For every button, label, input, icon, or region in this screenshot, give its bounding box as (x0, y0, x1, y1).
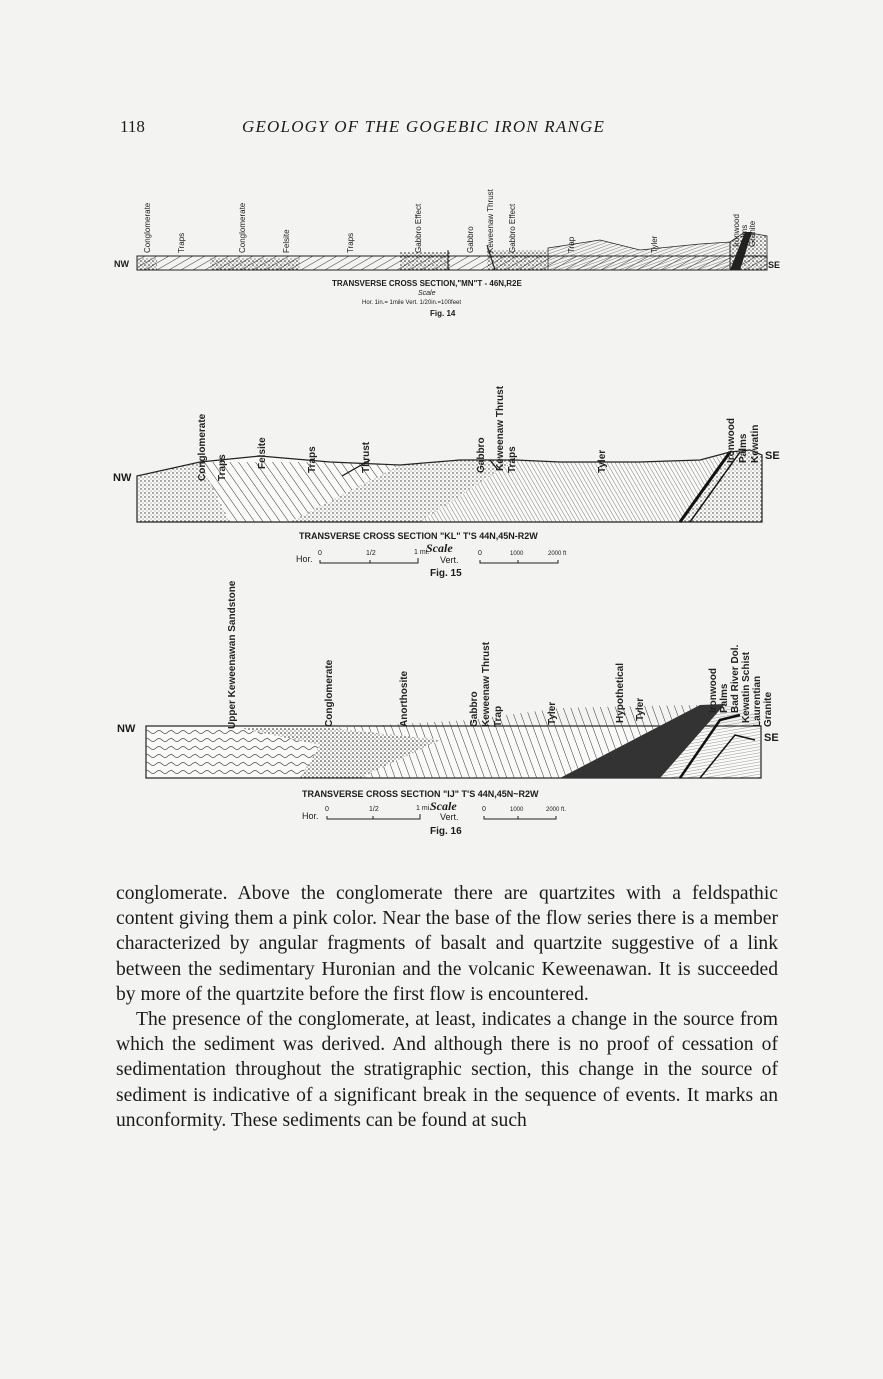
fig15-number: Fig. 15 (430, 568, 462, 579)
paragraph: The presence of the conglomerate, at least, indicates a change in the source from which the sediment was derived. And although there is no proof of cessation of sedimentation throughout the stratigraphic section, this change in the source of sediment is indicative of a significant break in the sequence of events. It marks an unconformity. These sediments can be found at such (116, 1009, 778, 1131)
fig14-label: Tyler (650, 235, 659, 253)
fig15-nw: NW (113, 472, 132, 484)
fig16-vert-tick: 1000 (510, 807, 524, 813)
fig16-caption: TRANSVERSE CROSS SECTION "IJ" T'S 44N,45N~R2W (302, 789, 539, 799)
fig16-nw: NW (117, 723, 136, 735)
fig16-label: Palms (719, 683, 730, 713)
fig16-label: Conglomerate (324, 659, 335, 727)
fig15-label: Gabbro (476, 437, 487, 473)
fig14-se: SE (768, 260, 781, 270)
fig14-label: Trap (567, 236, 576, 253)
fig15-label: Felsite (257, 437, 268, 469)
fig16-vert-tick: 2000 ft. (546, 807, 567, 813)
fig14-nw: NW (114, 259, 129, 269)
fig14-scale-title: Scale (418, 290, 436, 297)
fig16-label: Laurentian (752, 675, 763, 727)
fig16-hor-tick: 1/2 (369, 806, 379, 813)
fig15-label: Palms (738, 433, 749, 463)
fig16-label: Upper Keweenawan Sandstone (227, 580, 238, 729)
fig15-label: Traps (507, 446, 518, 473)
fig15-label: Kewatin (750, 424, 761, 463)
fig15-label: Tyler (597, 449, 608, 473)
paragraph: conglomerate. Above the conglomerate there are quartzites with a feldspathic content giving them a pink color. Near the base of the flow series there is a member characterized by angular fragments of basalt and quartzite suggestive of a link between the sedimentary Huronian and the volcanic Keweenawan. It is succeeded by more of the quartzite before the first flow is encountered. (116, 883, 778, 1005)
fig16-label: Kewatin Schist (741, 651, 752, 723)
fig16-se: SE (764, 732, 779, 744)
fig16-number: Fig. 16 (430, 826, 462, 837)
fig14-label: Granite (748, 220, 757, 247)
fig14-caption: TRANSVERSE CROSS SECTION,"MN"T - 46N,R2E (332, 279, 522, 288)
fig16-label: Keweenaw Thrust (481, 641, 492, 727)
fig16-label: Granite (763, 691, 774, 727)
fig16-vert: Vert. (440, 812, 459, 822)
fig14-number: Fig. 14 (430, 309, 456, 318)
fig14-label: Felsite (282, 229, 291, 253)
fig16-scale-title: Scale (430, 799, 457, 813)
fig15-hor-tick: 1/2 (366, 550, 376, 557)
fig14-label: Gabbro (466, 226, 475, 253)
fig15-hor: Hor. (296, 554, 313, 564)
fig14-label: Gabbro Effect (414, 203, 423, 253)
fig16-label: Tyler (547, 701, 558, 725)
fig16-label: Anorthosite (399, 670, 410, 727)
fig16-label: Ironwood (708, 668, 719, 713)
page-number: 118 (120, 117, 145, 136)
fig15-label: Keweenaw Thrust (495, 385, 506, 471)
fig14-label: Ironwood (732, 214, 741, 247)
fig16-vert-tick: 0 (482, 806, 486, 813)
fig15-label: Traps (217, 454, 228, 481)
fig14-label: Traps (177, 232, 186, 253)
body-text (116, 881, 778, 1133)
fig14-label: Conglomerate (238, 202, 247, 253)
fig15-vert-tick: 0 (478, 550, 482, 557)
fig15-caption: TRANSVERSE CROSS SECTION "KL" T'S 44N,45N-R2W (299, 531, 538, 541)
fig16-hor-tick: 1 mi. (416, 805, 432, 812)
fig14-label: Conglomerate (143, 202, 152, 253)
fig15-hor-tick: 0 (318, 550, 322, 557)
fig16-label: Hypothetical (615, 662, 626, 723)
fig15-hor-tick: 1 mi. (414, 549, 430, 556)
fig14-label: Palms (740, 224, 749, 247)
fig15-vert-tick: 2000 ft (548, 551, 567, 557)
fig15-scale-title: Scale (426, 541, 453, 555)
fig16-label: Tyler (635, 697, 646, 721)
fig15-label: Traps (307, 446, 318, 473)
fig16-label: Bad River Dol. (730, 644, 741, 713)
fig15-label: Thrust (361, 441, 372, 473)
fig16-hor: Hor. (302, 811, 319, 821)
fig15-vert: Vert. (440, 555, 459, 565)
fig16-label: Gabbro (469, 691, 480, 727)
fig16-label: Trap (493, 705, 504, 727)
fig14-label: Keweenaw Thrust (486, 189, 495, 253)
fig15-se: SE (765, 450, 780, 462)
fig14-scale: Hor. 1in.= 1mile Vert. 1/20in.=100feet (362, 300, 462, 306)
running-title: GEOLOGY OF THE GOGEBIC IRON RANGE (242, 117, 606, 136)
fig14-label: Gabbro Effect (508, 203, 517, 253)
fig15-label: Conglomerate (197, 413, 208, 481)
fig16-hor-tick: 0 (325, 806, 329, 813)
fig14-label: Traps (346, 232, 355, 253)
fig15-vert-tick: 1000 (510, 551, 524, 557)
fig15-label: Ironwood (726, 418, 737, 463)
